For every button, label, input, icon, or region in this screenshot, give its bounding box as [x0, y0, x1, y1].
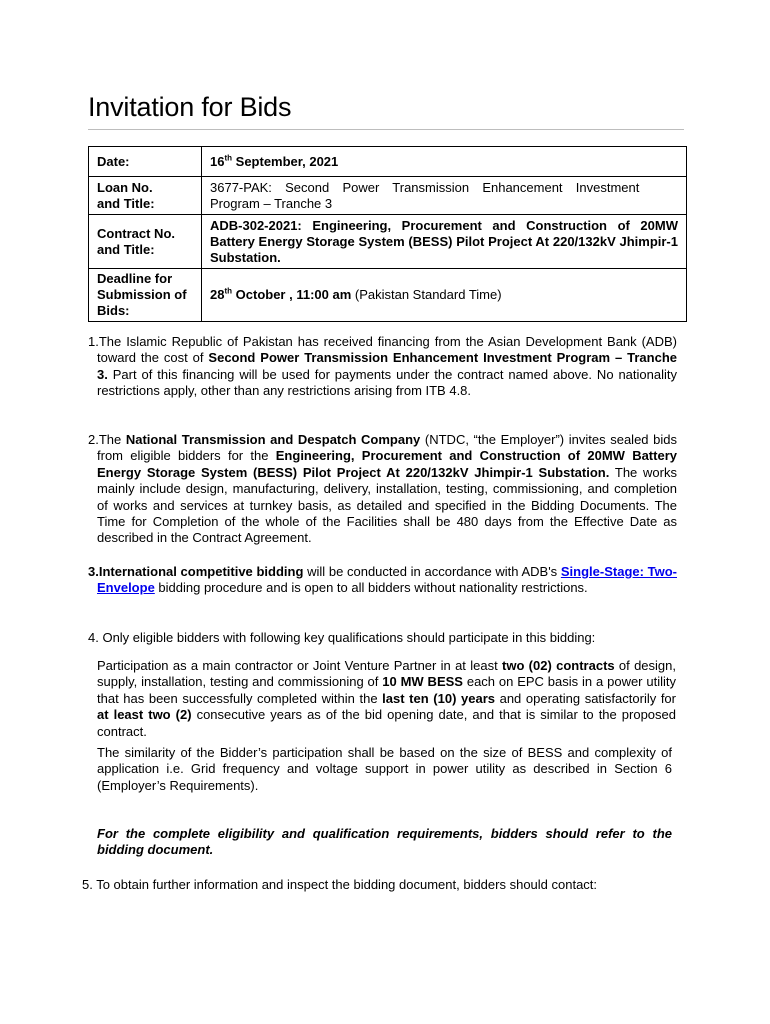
q1-text-c: of design, supply, installation, testing and commissioning of [97, 658, 676, 690]
p1-bold-program: Second Power Transmission Enhancement Investment Program – Tranche 3. [97, 350, 677, 382]
date-day: 16 [210, 153, 225, 169]
p2-text-a: 2.The [88, 432, 126, 447]
title-divider [88, 129, 684, 130]
page-title: Invitation for Bids [88, 92, 292, 122]
deadline-value [202, 269, 687, 322]
paragraph-3 [88, 564, 677, 597]
paragraph-1 [88, 334, 677, 400]
p2-bold-company: National Transmission and Despatch Company [125, 432, 421, 447]
p3-bold-icb: 3.International competitive bidding [88, 564, 304, 579]
qualification-2: The similarity of the Bidder’s participation shall be based on the size of BESS and complexity of application i.e. Grid frequency and voltage support in power utility as described in Section 6 (Employer’s Requirements). [97, 745, 672, 793]
date-rest: September, 2021 [232, 153, 339, 169]
q1-bold-two-years: at least two (2) [97, 707, 192, 723]
date-value [202, 147, 687, 177]
deadline-timezone: (Pakistan Standard Time) [351, 287, 502, 302]
contract-value: ADB-302-2021: Engineering, Procurement and Construction of 20MW Battery Energy Storage System (BESS) Pilot Project At 220/132kV Jhimpir-1 Substation. [202, 215, 687, 269]
p1-text-a: 1.The Islamic Republic of Pakistan has received financing from the Asian Development Bank (ADB) toward the cost of [88, 334, 677, 366]
single-stage-two-envelope-link[interactable]: Single-Stage: Two-Envelope [97, 564, 677, 596]
deadline-rest: October , 11:00 am [232, 287, 352, 302]
q1-text-i: consecutive years as of the bid opening date, and that is similar to the proposed contract. [97, 707, 676, 739]
p1-text-c: Part of this financing will be used for payments under the contract named above. No nationality restrictions apply, other than any restrictions arising from ITB 4.8. [97, 366, 677, 399]
q1-text-a: Participation as a main contractor or Joint Venture Partner in at least [97, 658, 502, 673]
loan-value-line-2: Program – Tranche 3 [210, 195, 333, 211]
p2-bold-project: Engineering, Procurement and Construction of 20MW Battery Energy Storage System (BESS) Pilot Project At 220/132kV Jhimpir-1 Substation. [97, 448, 677, 480]
p2-text-e: The works mainly include design, manufacturing, delivery, installation, testing, commissioning, and completion of works and services at turnkey basis, as detailed and specified in the Bidding Documents. The Time for Completion of the whole of the Facilities shall be 480 days from the Effective Date as described in the Contract Agreement. [97, 464, 677, 546]
date-label: Date: [89, 147, 202, 177]
deadline-label-line-3: Bids: [97, 303, 130, 318]
deadline-label [89, 269, 202, 322]
loan-label-line-2: and Title: [97, 195, 155, 211]
qualification-1 [97, 658, 676, 740]
q1-bold-bess: 10 MW BESS [382, 674, 463, 690]
qualification-note: For the complete eligibility and qualification requirements, bidders should refer to the bidding document. [97, 826, 672, 858]
q1-text-e: each on EPC basis in a power utility that has been successfully completed within the [97, 674, 676, 706]
contract-label-line-2: and Title: [97, 241, 155, 257]
loan-value-line-1: 3677-PAK: Second Power Transmission Enhancement Investment [210, 179, 640, 195]
p2-text-c: (NTDC, “the Employer”) invites sealed bids from eligible bidders for the [97, 432, 677, 464]
deadline-row [89, 269, 687, 322]
contract-row [89, 215, 687, 269]
paragraph-5: 5. To obtain further information and inspect the bidding document, bidders should contact: [82, 877, 598, 892]
date-row [89, 147, 687, 177]
p3-text-b: will be conducted in accordance with ADB's [303, 564, 561, 579]
paragraph-2 [88, 432, 677, 547]
bid-info-table [88, 146, 687, 322]
p3-text-c: bidding procedure and is open to all bidders without nationality restrictions. [154, 580, 588, 596]
loan-value [202, 177, 687, 215]
loan-label-line-1: Loan No. [97, 179, 153, 195]
deadline-suffix: th [224, 286, 233, 296]
deadline-label-line-1: Deadline for [97, 271, 173, 286]
contract-label [89, 215, 202, 269]
contract-label-line-1: Contract No. [97, 225, 175, 241]
deadline-label-line-2: Submission of [97, 287, 187, 302]
loan-row [89, 177, 687, 215]
date-suffix: th [224, 153, 233, 163]
loan-label [89, 177, 202, 215]
paragraph-4-heading: 4. Only eligible bidders with following key qualifications should participate in this bidding: [88, 630, 596, 645]
q1-text-g: and operating satisfactorily for [494, 690, 676, 706]
q1-bold-contracts: two (02) contracts [502, 658, 615, 673]
q1-bold-years: last ten (10) years [382, 690, 495, 706]
deadline-day: 28 [210, 287, 225, 302]
